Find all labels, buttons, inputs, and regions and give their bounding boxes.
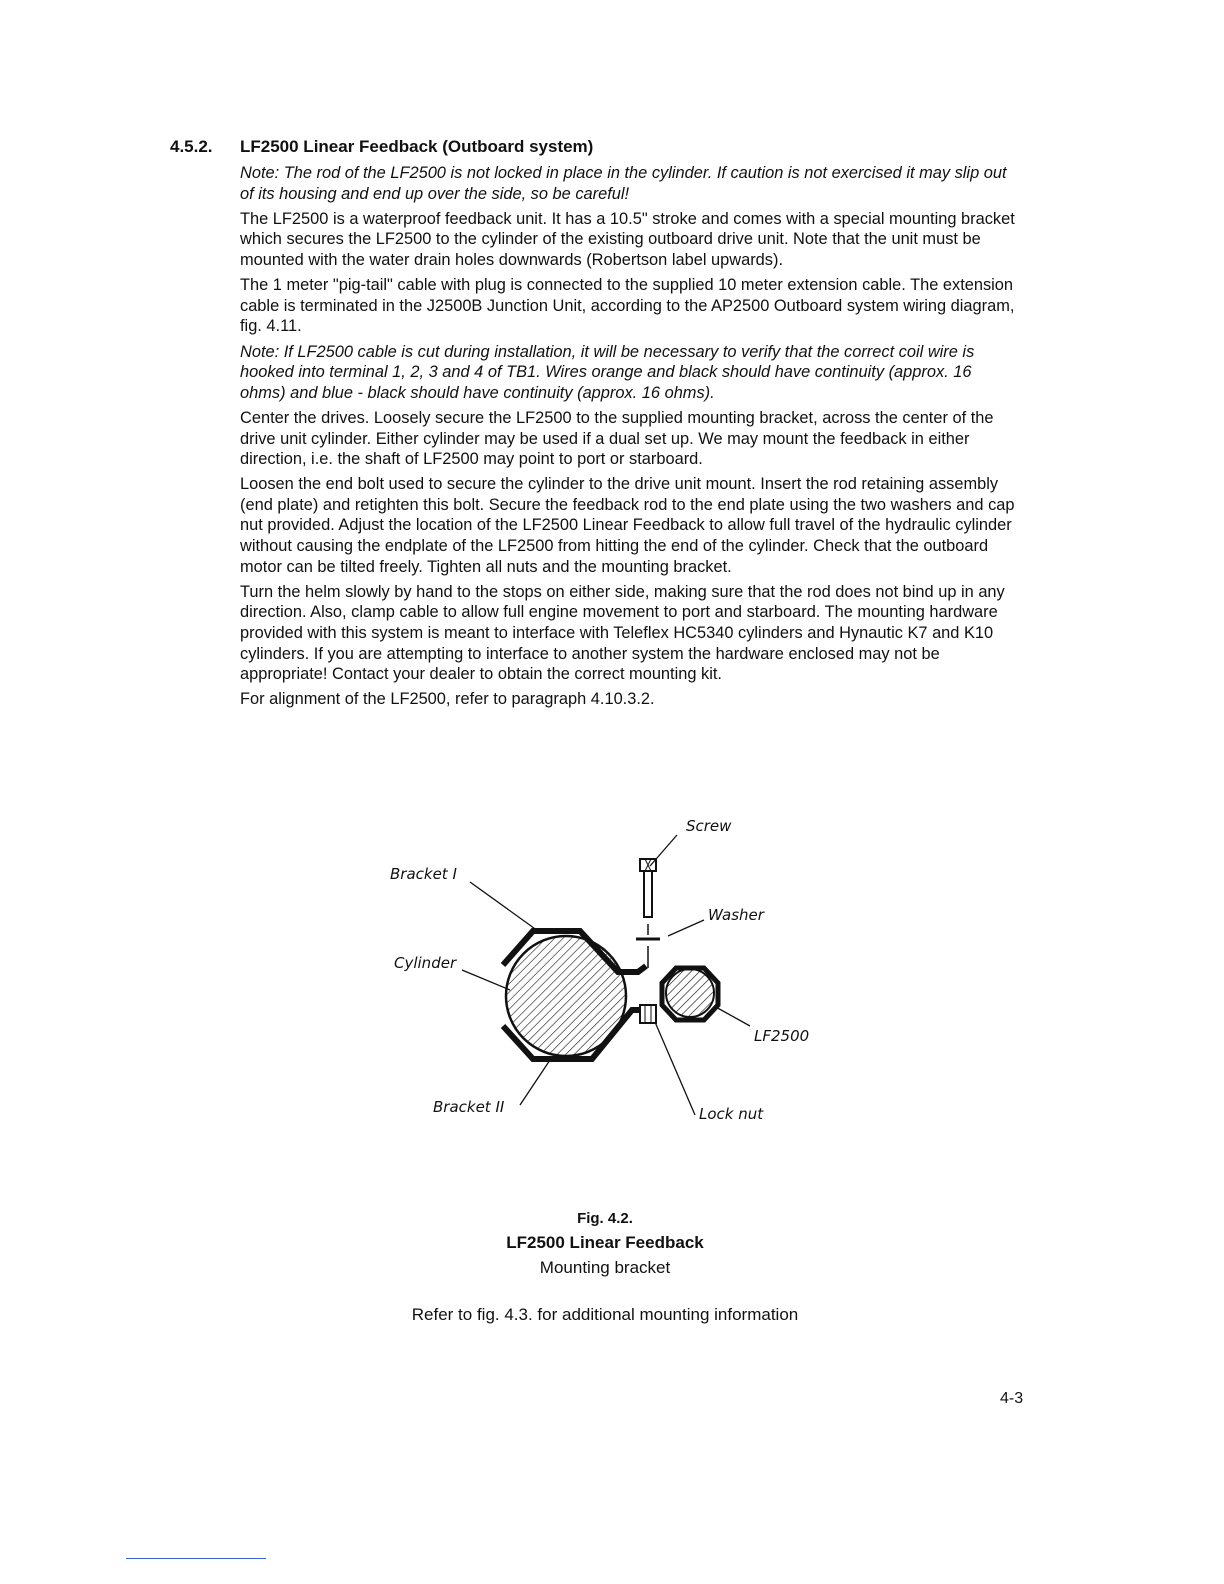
label-bracket-2: Bracket II (433, 1098, 505, 1116)
paragraph-note-cable-cut: Note: If LF2500 cable is cut during installation, it will be necessary to verify that the correct coil wire is hooked into terminal 1, 2, 3 and 4 of TB1. Wires orange and black should have continuity (approx. 16 ohms) and blue - black should have continuity (approx. 16 ohms). (240, 342, 975, 402)
figure-caption-number: Fig. 4.2. (577, 1210, 633, 1227)
paragraph-pig-tail-cable: The 1 meter "pig-tail" cable with plug is connected to the supplied 10 meter extension cable. The extension cable is terminated in the J2500B Junction Unit, according to the AP2500 Outboard system wiring diagram, fig. 4.11. (240, 276, 1015, 336)
label-bracket-1: Bracket I (390, 865, 457, 883)
paragraph-note-rod: Note: The rod of the LF2500 is not locked in place in the cylinder. If caution is not exercised it may slip out of its housing and end up over the side, so be careful! (240, 164, 1007, 203)
screw-shaft-shape (644, 871, 652, 917)
refer-note: Refer to fig. 4.3. for additional mounting information (411, 1305, 799, 1324)
section-number: 4.5.2. (170, 137, 213, 156)
mounting-bracket-figure (370, 800, 830, 1140)
paragraph-waterproof-unit: The LF2500 is a waterproof feedback unit. It has a 10.5" stroke and comes with a special mounting bracket which secures the LF2500 to the cylinder of the existing outboard drive unit. Note that the unit must be mounted with the water drain holes downwards (Robertson label upwards). (240, 209, 1015, 269)
label-lock-nut: Lock nut (699, 1105, 764, 1123)
label-washer: Washer (708, 906, 764, 924)
label-lf2500: LF2500 (754, 1027, 810, 1045)
page-number: 4-3 (1000, 1390, 1024, 1407)
paragraph-turn-helm: Turn the helm slowly by hand to the stops on either side, making sure that the rod does not bind up in any direction. Also, clamp cable to allow full engine movement to port and starboard. The mounting hardware provided with this system is meant to interface with Teleflex HC5340 cylinders and Hynautic K7 and K10 cylinders. If you are attempting to interface to another system the hardware enclosed may not be appropriate! Contact your dealer to obtain the correct mounting kit. (240, 582, 1005, 684)
figure-caption-subtitle: Mounting bracket (539, 1258, 671, 1277)
label-cylinder: Cylinder (394, 954, 457, 972)
body-text (240, 163, 1015, 715)
label-screw: Screw (686, 817, 732, 835)
figure-caption-title: LF2500 Linear Feedback (506, 1233, 704, 1252)
mounting-bracket-diagram (370, 800, 830, 1140)
lock-nut-shape (640, 1005, 656, 1023)
lf2500-shape (666, 969, 714, 1017)
footer-rule (126, 1558, 266, 1559)
paragraph-end-bolt: Loosen the end bolt used to secure the cylinder to the drive unit mount. Insert the rod retaining assembly (end plate) and retighten this bolt. Secure the feedback rod to the end plate using the two washers and cap nut provided. Adjust the location of the LF2500 Linear Feedback to allow full travel of the hydraulic cylinder without causing the endplate of the LF2500 from hitting the end of the cylinder. Check that the outboard motor can be tilted freely. Tighten all nuts and the mounting bracket. (240, 475, 1015, 576)
paragraph-center-drives: Center the drives. Loosely secure the LF2500 to the supplied mounting bracket, across the center of the drive unit cylinder. Either cylinder may be used if a dual set up. We may mount the feedback in either direction, i.e. the shaft of LF2500 may point to port or starboard. (240, 408, 994, 469)
paragraph-alignment: For alignment of the LF2500, refer to paragraph 4.10.3.2. (240, 690, 655, 709)
section-title: LF2500 Linear Feedback (Outboard system) (240, 137, 594, 156)
